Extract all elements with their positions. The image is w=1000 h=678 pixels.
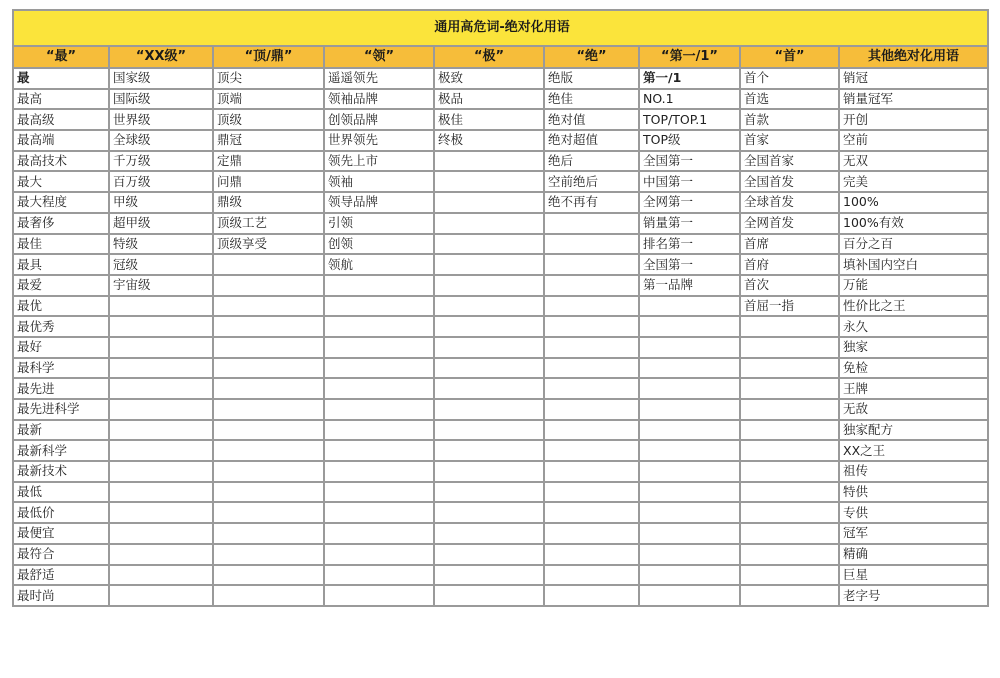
table-cell[interactable] [434, 440, 544, 461]
table-cell[interactable] [109, 482, 213, 503]
table-cell[interactable] [434, 502, 544, 523]
table-cell[interactable]: 首个 [740, 68, 839, 89]
table-cell[interactable] [544, 420, 639, 441]
table-row [13, 316, 988, 337]
table-cell[interactable] [639, 440, 740, 461]
table-cell[interactable]: 国家级 [109, 68, 213, 89]
table-cell[interactable] [434, 544, 544, 565]
table-cell[interactable]: 销量冠军 [839, 89, 988, 110]
absolute-terms-table [12, 9, 989, 607]
table-cell[interactable]: 最低 [13, 482, 109, 503]
table-cell[interactable]: 全网第一 [639, 192, 740, 213]
table-cell[interactable] [213, 316, 324, 337]
table-cell[interactable] [109, 358, 213, 379]
table-cell[interactable]: 问鼎 [213, 171, 324, 192]
table-cell[interactable]: 最 [13, 68, 109, 89]
table-cell[interactable]: 全国第一 [639, 254, 740, 275]
table-cell[interactable]: 顶端 [213, 89, 324, 110]
table-cell[interactable] [544, 544, 639, 565]
column-header[interactable]: “领” [324, 46, 434, 68]
table-cell[interactable] [740, 358, 839, 379]
table-cell[interactable]: 最奢侈 [13, 213, 109, 234]
table-cell[interactable] [639, 461, 740, 482]
table-cell[interactable] [109, 585, 213, 606]
table-cell[interactable] [434, 296, 544, 317]
table-cell[interactable]: TOP/TOP.1 [639, 109, 740, 130]
table-cell[interactable]: 极品 [434, 89, 544, 110]
table-cell[interactable] [544, 585, 639, 606]
table-cell[interactable] [544, 337, 639, 358]
table-cell[interactable]: 全国首发 [740, 171, 839, 192]
table-cell[interactable] [434, 275, 544, 296]
table-cell[interactable]: 第一品牌 [639, 275, 740, 296]
table-cell[interactable]: 独家 [839, 337, 988, 358]
table-row [13, 171, 988, 192]
table-cell[interactable] [109, 316, 213, 337]
table-cell[interactable]: 最新 [13, 420, 109, 441]
column-header[interactable]: 其他绝对化用语 [839, 46, 988, 68]
table-title[interactable]: 通用高危词-绝对化用语 [13, 10, 988, 46]
table-cell[interactable]: 最科学 [13, 358, 109, 379]
table-row [13, 192, 988, 213]
table-cell[interactable] [639, 316, 740, 337]
table-cell[interactable]: 冠军 [839, 523, 988, 544]
table-cell[interactable] [544, 296, 639, 317]
table-cell[interactable] [639, 565, 740, 586]
table-cell[interactable]: 领导品牌 [324, 192, 434, 213]
table-cell[interactable] [544, 482, 639, 503]
table-cell[interactable] [213, 461, 324, 482]
table-cell[interactable] [213, 502, 324, 523]
table-cell[interactable] [639, 523, 740, 544]
table-cell[interactable]: 无敌 [839, 399, 988, 420]
table-cell[interactable] [544, 378, 639, 399]
table-cell[interactable] [639, 420, 740, 441]
table-cell[interactable]: 销量第一 [639, 213, 740, 234]
table-cell[interactable]: 极佳 [434, 109, 544, 130]
table-cell[interactable]: 绝对值 [544, 109, 639, 130]
table-cell[interactable] [109, 296, 213, 317]
table-cell[interactable]: 100% [839, 192, 988, 213]
table-cell[interactable] [544, 399, 639, 420]
table-row [13, 420, 988, 441]
table-cell[interactable] [213, 585, 324, 606]
table-cell[interactable] [324, 420, 434, 441]
table-cell[interactable]: NO.1 [639, 89, 740, 110]
table-cell[interactable] [324, 275, 434, 296]
table-cell[interactable]: 首家 [740, 130, 839, 151]
table-cell[interactable]: 独家配方 [839, 420, 988, 441]
table-cell[interactable] [213, 440, 324, 461]
table-cell[interactable] [324, 378, 434, 399]
table-cell[interactable] [639, 544, 740, 565]
table-cell[interactable] [544, 358, 639, 379]
table-cell[interactable]: 最符合 [13, 544, 109, 565]
table-row [13, 502, 988, 523]
table-cell[interactable]: 百万级 [109, 171, 213, 192]
table-cell[interactable]: 世界级 [109, 109, 213, 130]
table-cell[interactable]: 创领 [324, 234, 434, 255]
table-row [13, 275, 988, 296]
table-cell[interactable] [434, 192, 544, 213]
table-cell[interactable]: 顶级 [213, 109, 324, 130]
table-cell[interactable] [324, 316, 434, 337]
table-cell[interactable] [434, 151, 544, 172]
table-cell[interactable]: 超甲级 [109, 213, 213, 234]
table-cell[interactable]: 最爱 [13, 275, 109, 296]
table-cell[interactable]: 首席 [740, 234, 839, 255]
table-cell[interactable] [740, 544, 839, 565]
table-cell[interactable] [434, 234, 544, 255]
table-cell[interactable]: 第一/1 [639, 68, 740, 89]
table-cell[interactable]: 100%有效 [839, 213, 988, 234]
table-row [13, 109, 988, 130]
table-cell[interactable]: 祖传 [839, 461, 988, 482]
table-cell[interactable]: 最舒适 [13, 565, 109, 586]
table-cell[interactable] [213, 254, 324, 275]
table-row [13, 544, 988, 565]
column-header[interactable]: “最” [13, 46, 109, 68]
table-cell[interactable] [213, 399, 324, 420]
column-header[interactable]: “顶/鼎” [213, 46, 324, 68]
table-cell[interactable]: 开创 [839, 109, 988, 130]
table-cell[interactable]: 最高级 [13, 109, 109, 130]
table-cell[interactable]: 鼎冠 [213, 130, 324, 151]
table-cell[interactable]: 填补国内空白 [839, 254, 988, 275]
table-cell[interactable] [639, 482, 740, 503]
table-cell[interactable]: 专供 [839, 502, 988, 523]
table-row [13, 358, 988, 379]
table-cell[interactable] [213, 275, 324, 296]
table-cell[interactable]: 最优 [13, 296, 109, 317]
table-cell[interactable] [109, 378, 213, 399]
table-cell[interactable] [434, 213, 544, 234]
table-cell[interactable] [434, 523, 544, 544]
table-row [13, 585, 988, 606]
table-row [13, 89, 988, 110]
table-cell[interactable]: 最优秀 [13, 316, 109, 337]
table-cell[interactable] [324, 440, 434, 461]
table-cell[interactable]: 首选 [740, 89, 839, 110]
table-cell[interactable]: 最先进科学 [13, 399, 109, 420]
table-cell[interactable] [324, 544, 434, 565]
table-cell[interactable]: 精确 [839, 544, 988, 565]
table-cell[interactable] [109, 420, 213, 441]
table-cell[interactable]: 首款 [740, 109, 839, 130]
table-cell[interactable]: 性价比之王 [839, 296, 988, 317]
table-cell[interactable] [740, 337, 839, 358]
table-cell[interactable] [544, 234, 639, 255]
table-cell[interactable] [109, 440, 213, 461]
table-cell[interactable]: 首次 [740, 275, 839, 296]
table-cell[interactable]: 领先上市 [324, 151, 434, 172]
table-cell[interactable]: 绝对超值 [544, 130, 639, 151]
table-cell[interactable] [324, 482, 434, 503]
table-cell[interactable]: 国际级 [109, 89, 213, 110]
header-row [13, 46, 988, 68]
table-cell[interactable]: 全球首发 [740, 192, 839, 213]
table-cell[interactable] [740, 523, 839, 544]
table-cell[interactable]: 中国第一 [639, 171, 740, 192]
table-cell[interactable] [213, 420, 324, 441]
table-cell[interactable] [324, 502, 434, 523]
table-cell[interactable]: 排名第一 [639, 234, 740, 255]
column-header[interactable]: “绝” [544, 46, 639, 68]
table-cell[interactable] [740, 482, 839, 503]
table-cell[interactable]: 终极 [434, 130, 544, 151]
table-cell[interactable]: 最时尚 [13, 585, 109, 606]
table-cell[interactable] [740, 316, 839, 337]
table-cell[interactable]: 全国第一 [639, 151, 740, 172]
table-cell[interactable] [639, 296, 740, 317]
table-cell[interactable]: 老字号 [839, 585, 988, 606]
table-cell[interactable] [434, 316, 544, 337]
table-cell[interactable] [740, 440, 839, 461]
table-cell[interactable] [544, 275, 639, 296]
table-row [13, 482, 988, 503]
table-cell[interactable]: 首府 [740, 254, 839, 275]
table-cell[interactable]: 特供 [839, 482, 988, 503]
table-cell[interactable]: 鼎级 [213, 192, 324, 213]
table-cell[interactable]: TOP级 [639, 130, 740, 151]
table-cell[interactable] [213, 565, 324, 586]
table-cell[interactable] [434, 358, 544, 379]
table-cell[interactable] [434, 565, 544, 586]
table-cell[interactable]: 最便宜 [13, 523, 109, 544]
table-cell[interactable]: 绝版 [544, 68, 639, 89]
table-cell[interactable]: 创领品牌 [324, 109, 434, 130]
table-cell[interactable] [639, 502, 740, 523]
table-cell[interactable]: 绝不再有 [544, 192, 639, 213]
table-cell[interactable] [109, 565, 213, 586]
table-cell[interactable]: 极致 [434, 68, 544, 89]
table-cell[interactable]: 全网首发 [740, 213, 839, 234]
table-cell[interactable]: 甲级 [109, 192, 213, 213]
table-cell[interactable] [639, 358, 740, 379]
table-cell[interactable] [740, 502, 839, 523]
table-cell[interactable]: 最佳 [13, 234, 109, 255]
table-cell[interactable]: 最高端 [13, 130, 109, 151]
table-cell[interactable]: 最高技术 [13, 151, 109, 172]
spreadsheet [12, 9, 987, 607]
table-cell[interactable]: 最具 [13, 254, 109, 275]
table-cell[interactable]: 定鼎 [213, 151, 324, 172]
table-cell[interactable] [544, 502, 639, 523]
table-cell[interactable] [639, 337, 740, 358]
table-cell[interactable] [434, 254, 544, 275]
table-cell[interactable]: 绝后 [544, 151, 639, 172]
table-cell[interactable]: 引领 [324, 213, 434, 234]
table-cell[interactable] [434, 171, 544, 192]
title-row [13, 10, 988, 46]
table-cell[interactable] [324, 461, 434, 482]
table-cell[interactable] [434, 378, 544, 399]
table-cell[interactable] [639, 585, 740, 606]
table-cell[interactable]: 宇宙级 [109, 275, 213, 296]
table-cell[interactable]: 完美 [839, 171, 988, 192]
table-cell[interactable]: 首屈一指 [740, 296, 839, 317]
table-cell[interactable] [213, 544, 324, 565]
column-header[interactable]: “第一/1” [639, 46, 740, 68]
table-cell[interactable]: 空前绝后 [544, 171, 639, 192]
table-cell[interactable]: 最低价 [13, 502, 109, 523]
table-cell[interactable] [639, 399, 740, 420]
table-row [13, 68, 988, 89]
table-cell[interactable]: 冠级 [109, 254, 213, 275]
table-cell[interactable] [740, 420, 839, 441]
table-cell[interactable] [109, 544, 213, 565]
table-cell[interactable]: 领袖品牌 [324, 89, 434, 110]
table-cell[interactable] [213, 523, 324, 544]
table-row [13, 565, 988, 586]
table-cell[interactable]: 最好 [13, 337, 109, 358]
table-cell[interactable] [109, 399, 213, 420]
table-cell[interactable]: 遥遥领先 [324, 68, 434, 89]
table-cell[interactable] [324, 565, 434, 586]
table-cell[interactable]: 无双 [839, 151, 988, 172]
table-row [13, 523, 988, 544]
table-cell[interactable] [324, 399, 434, 420]
table-cell[interactable]: 全国首家 [740, 151, 839, 172]
table-cell[interactable]: 顶级工艺 [213, 213, 324, 234]
table-cell[interactable] [544, 213, 639, 234]
column-header[interactable]: “极” [434, 46, 544, 68]
table-cell[interactable]: 空前 [839, 130, 988, 151]
table-row [13, 440, 988, 461]
table-cell[interactable]: 绝佳 [544, 89, 639, 110]
table-cell[interactable]: 永久 [839, 316, 988, 337]
table-cell[interactable] [109, 461, 213, 482]
table-cell[interactable] [740, 378, 839, 399]
table-row [13, 254, 988, 275]
table-cell[interactable] [434, 585, 544, 606]
table-cell[interactable]: 最先进 [13, 378, 109, 399]
table-cell[interactable] [434, 482, 544, 503]
table-cell[interactable] [740, 461, 839, 482]
table-cell[interactable] [213, 482, 324, 503]
table-cell[interactable]: 巨星 [839, 565, 988, 586]
table-row [13, 130, 988, 151]
table-row [13, 151, 988, 172]
table-cell[interactable] [740, 585, 839, 606]
table-cell[interactable]: 王牌 [839, 378, 988, 399]
table-cell[interactable] [544, 565, 639, 586]
table-cell[interactable]: 特级 [109, 234, 213, 255]
table-cell[interactable]: 免检 [839, 358, 988, 379]
table-cell[interactable] [109, 502, 213, 523]
table-cell[interactable] [324, 296, 434, 317]
table-cell[interactable]: 百分之百 [839, 234, 988, 255]
table-cell[interactable] [434, 461, 544, 482]
table-cell[interactable] [213, 296, 324, 317]
table-cell[interactable]: 领航 [324, 254, 434, 275]
table-cell[interactable] [639, 378, 740, 399]
table-cell[interactable]: 顶级享受 [213, 234, 324, 255]
table-cell[interactable]: 最新科学 [13, 440, 109, 461]
table-cell[interactable] [544, 316, 639, 337]
table-cell[interactable] [544, 461, 639, 482]
table-cell[interactable] [324, 337, 434, 358]
table-cell[interactable] [434, 420, 544, 441]
table-row [13, 213, 988, 234]
table-cell[interactable]: 顶尖 [213, 68, 324, 89]
table-row [13, 234, 988, 255]
table-cell[interactable] [544, 440, 639, 461]
table-cell[interactable]: XX之王 [839, 440, 988, 461]
table-row [13, 399, 988, 420]
table-cell[interactable] [109, 337, 213, 358]
table-cell[interactable] [544, 523, 639, 544]
table-cell[interactable]: 千万级 [109, 151, 213, 172]
table-cell[interactable] [740, 565, 839, 586]
table-row [13, 378, 988, 399]
table-row [13, 461, 988, 482]
table-cell[interactable] [324, 523, 434, 544]
table-cell[interactable] [544, 254, 639, 275]
table-cell[interactable] [434, 399, 544, 420]
table-cell[interactable] [434, 337, 544, 358]
table-cell[interactable] [740, 399, 839, 420]
column-header[interactable]: “XX级” [109, 46, 213, 68]
table-cell[interactable]: 最大 [13, 171, 109, 192]
table-row [13, 296, 988, 317]
table-cell[interactable] [324, 358, 434, 379]
table-cell[interactable]: 全球级 [109, 130, 213, 151]
table-row [13, 337, 988, 358]
table-cell[interactable]: 最新技术 [13, 461, 109, 482]
table-cell[interactable]: 领袖 [324, 171, 434, 192]
table-cell[interactable]: 最高 [13, 89, 109, 110]
table-cell[interactable] [213, 358, 324, 379]
table-cell[interactable]: 销冠 [839, 68, 988, 89]
table-cell[interactable] [213, 337, 324, 358]
table-cell[interactable]: 最大程度 [13, 192, 109, 213]
table-cell[interactable] [213, 378, 324, 399]
table-cell[interactable] [109, 523, 213, 544]
table-cell[interactable]: 万能 [839, 275, 988, 296]
table-cell[interactable] [324, 585, 434, 606]
column-header[interactable]: “首” [740, 46, 839, 68]
table-cell[interactable]: 世界领先 [324, 130, 434, 151]
